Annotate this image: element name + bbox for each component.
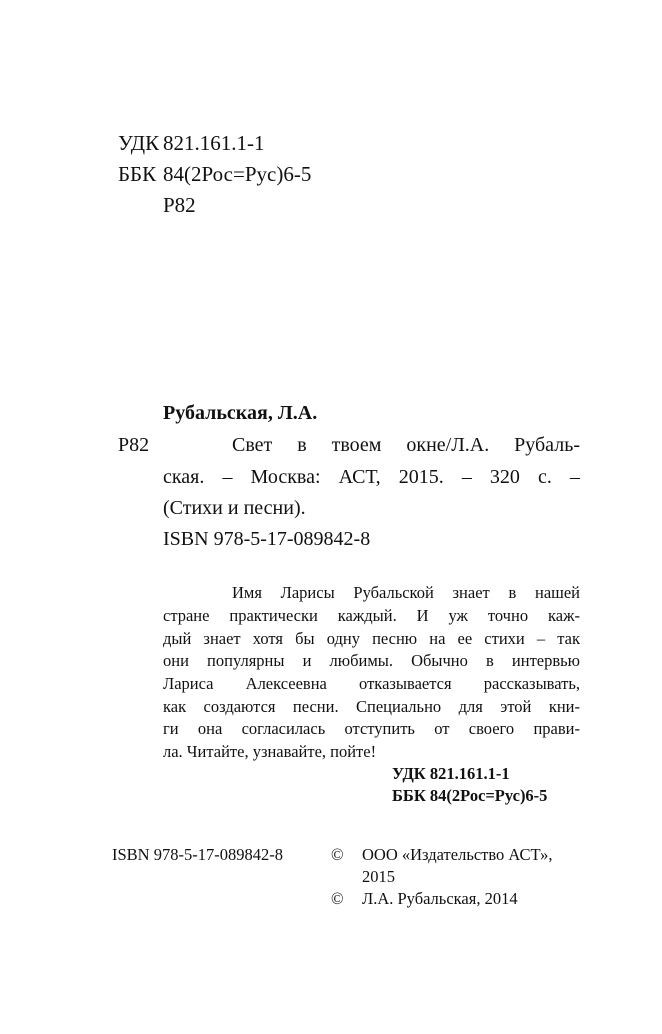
copyright-publisher: ООО «Издательство АСТ»,: [362, 845, 553, 864]
copyright-icon: ©: [331, 889, 344, 908]
catalog-line: (Стихи и песни).: [163, 497, 306, 519]
annotation-line: стране практически каждый. И уж точно каж-: [163, 606, 580, 625]
annotation-line: они популярны и любимы. Обычно в интервью: [163, 651, 580, 670]
catalog-line: ская. – Москва: АСТ, 2015. – 320 с. –: [163, 466, 580, 488]
footer-isbn: ISBN 978-5-17-089842-8: [112, 845, 283, 864]
bbk-label: ББК: [118, 162, 157, 186]
udk-value: 821.161.1-1: [163, 131, 265, 155]
catalog-author: Рубальская, Л.А.: [163, 402, 318, 424]
author-mark: Р82: [163, 193, 196, 217]
annotation-bbk: ББК 84(2Рос=Рус)6-5: [392, 786, 548, 805]
copyright-author: Л.А. Рубальская, 2014: [362, 889, 518, 908]
copyright-publisher-year: 2015: [362, 867, 395, 886]
annotation-line: дый знает хотя бы одну песню на ее стихи – так: [163, 629, 580, 648]
annotation-udk: УДК 821.161.1-1: [392, 764, 510, 783]
annotation-line: Имя Ларисы Рубальской знает в нашей: [232, 583, 580, 602]
catalog-line: Свет в твоем окне/Л.А. Рубаль-: [232, 434, 580, 456]
annotation-line: Лариса Алексеевна отказывается рассказывать,: [163, 674, 580, 693]
catalog-isbn: ISBN 978-5-17-089842-8: [163, 528, 371, 550]
annotation-line: ги она согласилась отступить от своего прави-: [163, 719, 580, 738]
catalog-author-mark: Р82: [118, 434, 150, 456]
annotation-line: ла. Читайте, узнавайте, пойте!: [163, 742, 377, 761]
copyright-icon: ©: [331, 845, 344, 864]
annotation-line: как создаются песни. Специально для этой кни-: [163, 697, 580, 716]
udk-label: УДК: [118, 131, 160, 155]
bbk-value: 84(2Рос=Рус)6-5: [163, 162, 312, 186]
